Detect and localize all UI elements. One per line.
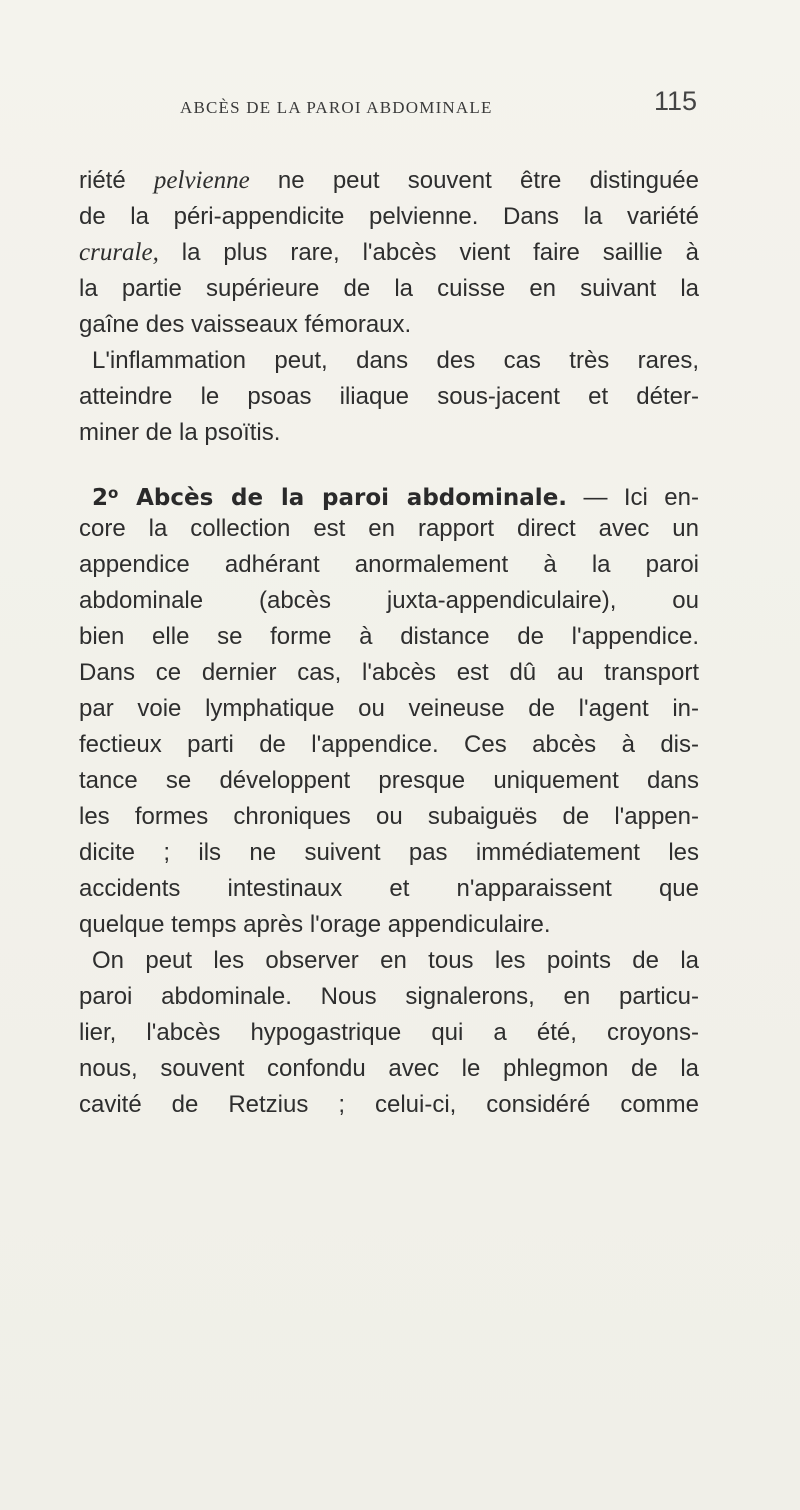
text-line: par voie lymphatique ou veineuse de l'agent in- xyxy=(79,695,699,722)
italic-term: crurale, xyxy=(79,239,159,266)
italic-term: pelvienne xyxy=(153,167,250,194)
text-line: appendice adhérant anormalement à la paroi xyxy=(79,551,699,578)
text-line: bien elle se forme à distance de l'appendice. xyxy=(79,623,699,650)
text-line: core la collection est en rapport direct avec un xyxy=(79,515,699,542)
text-line: Dans ce dernier cas, l'abcès est dû au transport xyxy=(79,659,699,686)
text-line: L'inflammation peut, dans des cas très rares, xyxy=(92,347,699,374)
text-line: fectieux parti de l'appendice. Ces abcès à dis- xyxy=(79,731,699,758)
text-line: de la péri-appendicite pelvienne. Dans la variété xyxy=(79,203,699,230)
text-line: paroi abdominale. Nous signalerons, en particu- xyxy=(79,983,699,1010)
section-number: 2 xyxy=(92,485,109,511)
text-line: riété pelvienne ne peut souvent être distinguée xyxy=(79,167,699,194)
text-line: tance se développent presque uniquement dans xyxy=(79,767,699,794)
text-line: dicite ; ils ne suivent pas immédiatement les xyxy=(79,839,699,866)
text-line: nous, souvent confondu avec le phlegmon de la xyxy=(79,1055,699,1082)
text-line: la partie supérieure de la cuisse en suivant la xyxy=(79,275,699,302)
section-heading-line: 2$^o$ Abcès de la paroi abdominale. — Ici en- xyxy=(92,484,699,511)
text-line: atteindre le psoas iliaque sous-jacent et déter- xyxy=(79,383,699,410)
text-line: On peut les observer en tous les points de la xyxy=(92,947,699,974)
text-line: quelque temps après l'orage appendiculaire. xyxy=(79,911,551,938)
text-line: les formes chroniques ou subaiguës de l'appen- xyxy=(79,803,699,830)
text-line: gaîne des vaisseaux fémoraux. xyxy=(79,311,412,338)
text-line: crurale, la plus rare, l'abcès vient faire saillie à xyxy=(79,239,699,266)
text-line: accidents intestinaux et n'apparaissent que xyxy=(79,875,699,902)
running-head: ABCÈS DE LA PAROI ABDOMINALE xyxy=(180,98,493,117)
text-line: lier, l'abcès hypogastrique qui a été, croyons- xyxy=(79,1019,699,1046)
section-number-degree: o xyxy=(108,484,119,502)
page-number: 115 xyxy=(654,86,698,116)
text-line: abdominale (abcès juxta-appendiculaire), ou xyxy=(79,587,699,614)
text-line: cavité de Retzius ; celui-ci, considéré comme xyxy=(79,1091,699,1118)
text-line: miner de la psoïtis. xyxy=(79,419,281,446)
section-heading: Abcès de la paroi abdominale. xyxy=(118,485,568,511)
